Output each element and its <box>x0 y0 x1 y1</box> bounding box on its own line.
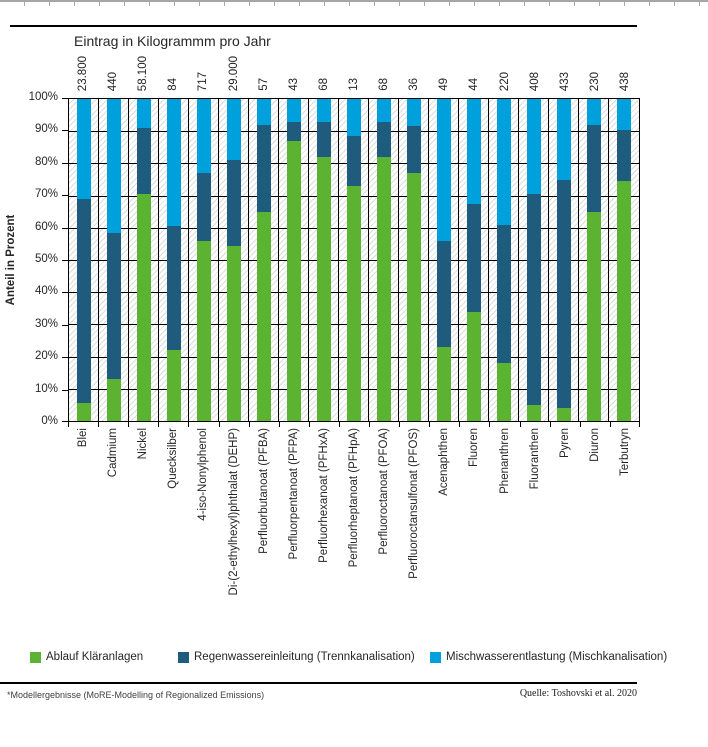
legend-swatch-regenwasser <box>178 652 189 663</box>
x-category-label <box>558 428 572 463</box>
stacked-bar-Fluoranthen <box>527 99 541 421</box>
bar-segment-Ablauf Kläranlagen <box>347 186 361 421</box>
bar-segment-Regenwassereinleitung (Trennkanalisation) <box>167 226 181 350</box>
x-category-label <box>347 428 361 572</box>
bar-segment-Regenwassereinleitung (Trennkanalisation) <box>137 128 151 194</box>
stacked-bar-Perfluorpentanoat (PFPA) <box>287 99 301 421</box>
bar-segment-Mischwasserentlastung (Mischkanalisation) <box>527 99 541 194</box>
bar-segment-Mischwasserentlastung (Mischkanalisation) <box>137 99 151 128</box>
bar-group <box>369 99 399 421</box>
x-tick-mark <box>279 422 280 427</box>
bar-group <box>579 99 609 421</box>
bar-segment-Mischwasserentlastung (Mischkanalisation) <box>587 99 601 125</box>
bar-segment-Regenwassereinleitung (Trennkanalisation) <box>257 125 271 212</box>
bar-segment-Mischwasserentlastung (Mischkanalisation) <box>497 99 511 225</box>
bar-group <box>309 99 339 421</box>
x-category-label <box>196 428 210 526</box>
stacked-bar-Acenaphthen <box>437 99 451 421</box>
bar-segment-Mischwasserentlastung (Mischkanalisation) <box>77 99 91 199</box>
x-tick-mark <box>550 422 551 427</box>
top-value-text: 44 <box>468 78 481 91</box>
bar-group <box>399 99 429 421</box>
top-value-text: 408 <box>528 71 541 91</box>
stacked-bar-Quecksilber <box>167 99 181 421</box>
top-value-label <box>257 78 271 96</box>
x-tick-mark <box>249 422 250 427</box>
x-category-text: Phenanthren <box>498 428 511 494</box>
bar-segment-Mischwasserentlastung (Mischkanalisation) <box>437 99 451 241</box>
top-value-text: 433 <box>558 71 571 91</box>
x-tick-mark <box>188 422 189 427</box>
bar-segment-Mischwasserentlastung (Mischkanalisation) <box>197 99 211 173</box>
stacked-bar-Fluoren <box>467 99 481 421</box>
y-tick-labels <box>0 91 58 427</box>
bar-group <box>129 99 159 421</box>
stacked-bar-Perfluoroctansulfonat (PFOS) <box>407 99 421 421</box>
bar-segment-Ablauf Kläranlagen <box>227 246 241 421</box>
bar-segment-Mischwasserentlastung (Mischkanalisation) <box>377 99 391 122</box>
top-value-text: 220 <box>498 71 511 91</box>
y-tick-label: 30% <box>34 317 58 330</box>
x-axis-ticks <box>68 422 640 427</box>
x-category-label <box>317 428 331 568</box>
x-category-text: 4-iso-Nonylphenol <box>197 428 210 521</box>
legend-label-mischwasser: Mischwasserentlastung (Mischkanalisation) <box>446 651 668 663</box>
x-category-text: Nickel <box>137 428 150 460</box>
x-tick-mark <box>309 422 310 427</box>
bar-segment-Ablauf Kläranlagen <box>437 347 451 421</box>
bar-segment-Ablauf Kläranlagen <box>257 212 271 421</box>
top-value-label <box>136 56 150 96</box>
top-value-label <box>76 56 90 96</box>
bar-group <box>339 99 369 421</box>
x-category-label <box>377 428 391 560</box>
y-tick-label: 80% <box>34 155 58 168</box>
bar-segment-Ablauf Kläranlagen <box>167 350 181 421</box>
stacked-bar-Perfluorhexanoat (PFHxA) <box>317 99 331 421</box>
x-category-text: Cadmium <box>107 428 120 478</box>
x-category-label <box>136 428 150 464</box>
legend-label-regenwasser: Regenwassereinleitung (Trennkanalisation) <box>194 651 415 663</box>
top-value-text: 43 <box>287 78 300 91</box>
top-value-label <box>377 78 391 96</box>
stacked-bar-Terbutryn <box>617 99 631 421</box>
x-tick-mark <box>489 422 490 427</box>
bar-segment-Ablauf Kläranlagen <box>467 312 481 421</box>
x-category-text: Perfluorheptanoat (PFHpA) <box>348 428 360 568</box>
top-value-label <box>347 78 361 96</box>
x-category-text: Fluoranthen <box>528 428 541 490</box>
bar-segment-Mischwasserentlastung (Mischkanalisation) <box>557 99 571 180</box>
chart-title: Eintrag in Kilogrammm pro Jahr <box>74 33 271 49</box>
bar-segment-Regenwassereinleitung (Trennkanalisation) <box>107 233 121 380</box>
bar-group <box>189 99 219 421</box>
bar-segment-Ablauf Kläranlagen <box>617 181 631 421</box>
bar-group <box>159 99 189 421</box>
y-tick-label: 0% <box>41 415 58 427</box>
x-tick-mark <box>98 422 99 427</box>
bar-segment-Mischwasserentlastung (Mischkanalisation) <box>467 99 481 204</box>
bar-segment-Mischwasserentlastung (Mischkanalisation) <box>347 99 361 136</box>
x-category-text: Quecksilber <box>167 428 180 489</box>
top-value-text: 57 <box>257 78 270 91</box>
bar-segment-Ablauf Kläranlagen <box>107 379 121 421</box>
top-value-label <box>407 78 421 96</box>
x-category-label <box>467 428 481 472</box>
x-tick-mark <box>429 422 430 427</box>
x-category-text: Pyren <box>558 428 571 459</box>
top-value-text: 717 <box>197 71 210 91</box>
bar-segment-Ablauf Kläranlagen <box>137 194 151 421</box>
top-value-label <box>287 78 301 96</box>
top-value-label <box>196 72 210 96</box>
legend-item-mischwasser <box>430 651 667 663</box>
footnote-source-model: *Modellergebnisse (MoRE-Modelling of Regionalized Emissions) <box>7 690 265 700</box>
bar-segment-Mischwasserentlastung (Mischkanalisation) <box>317 99 331 122</box>
y-tick-label: 100% <box>28 91 58 103</box>
legend-item-ablauf <box>30 651 143 663</box>
x-category-text: Perfluoroctansulfonat (PFOS) <box>408 428 421 579</box>
x-category-label <box>407 428 421 584</box>
top-value-text: 230 <box>588 71 601 91</box>
bar-group <box>279 99 309 421</box>
x-category-text: Acenaphthen <box>438 428 451 496</box>
x-category-label <box>106 428 120 482</box>
stacked-bar-Cadmium <box>107 99 121 421</box>
x-tick-mark <box>459 422 460 427</box>
top-value-label <box>618 72 632 96</box>
x-category-label <box>437 428 451 501</box>
top-value-text: 58.100 <box>137 55 150 91</box>
legend-label-ablauf: Ablauf Kläranlagen <box>46 651 144 663</box>
y-tick-label: 90% <box>34 123 58 136</box>
stacked-bar-Blei <box>77 99 91 421</box>
bar-segment-Regenwassereinleitung (Trennkanalisation) <box>197 173 211 241</box>
bar-segment-Regenwassereinleitung (Trennkanalisation) <box>527 194 541 405</box>
bar-group <box>609 99 639 421</box>
top-value-text: 13 <box>348 78 360 91</box>
stacked-bar-Perfluoroctanoat (PFOA) <box>377 99 391 421</box>
x-tick-mark <box>520 422 521 427</box>
stacked-bar-Perfluorbutanoat (PFBA) <box>257 99 271 421</box>
bar-segment-Ablauf Kläranlagen <box>407 173 421 421</box>
y-tick-label: 10% <box>34 382 58 395</box>
bar-segment-Ablauf Kläranlagen <box>527 405 541 421</box>
bar-segment-Mischwasserentlastung (Mischkanalisation) <box>257 99 271 125</box>
top-value-label <box>166 78 180 96</box>
footer-rule <box>0 682 637 684</box>
stacked-bar-Diuron <box>587 99 601 421</box>
bar-segment-Mischwasserentlastung (Mischkanalisation) <box>167 99 181 226</box>
bar-group <box>519 99 549 421</box>
x-tick-mark <box>369 422 370 427</box>
legend-swatch-mischwasser <box>430 652 441 663</box>
x-category-text: Perfluorpentanoat (PFPA) <box>287 428 300 560</box>
bar-segment-Ablauf Kläranlagen <box>557 408 571 421</box>
bar-group <box>549 99 579 421</box>
footnote-citation: Quelle: Toshovski et al. 2020 <box>519 688 637 699</box>
bar-segment-Ablauf Kläranlagen <box>377 157 391 421</box>
bar-segment-Mischwasserentlastung (Mischkanalisation) <box>287 99 301 122</box>
stacked-bar-Pyren <box>557 99 571 421</box>
bar-group <box>69 99 99 421</box>
bar-segment-Regenwassereinleitung (Trennkanalisation) <box>227 160 241 245</box>
y-tick-label: 70% <box>34 188 58 201</box>
top-value-text: 68 <box>317 78 330 91</box>
x-category-text: Fluoren <box>468 428 481 467</box>
top-value-text: 49 <box>438 78 451 91</box>
top-value-text: 36 <box>408 78 421 91</box>
y-tick-label: 20% <box>34 350 58 363</box>
y-tick-label: 60% <box>34 220 58 233</box>
x-category-labels <box>68 428 640 643</box>
top-value-text: 23.800 <box>77 55 90 91</box>
bar-segment-Ablauf Kläranlagen <box>587 212 601 421</box>
bar-segment-Regenwassereinleitung (Trennkanalisation) <box>407 126 421 173</box>
x-tick-mark <box>399 422 400 427</box>
bar-segment-Regenwassereinleitung (Trennkanalisation) <box>317 122 331 157</box>
stacked-bar-Di-(2-ethylhexyl)phthalat (DEHP) <box>227 99 241 421</box>
x-category-label <box>528 428 542 494</box>
x-tick-mark <box>580 422 581 427</box>
bar-group <box>219 99 249 421</box>
top-value-label <box>588 72 602 96</box>
x-category-text: Di-(2-ethylhexyl)phthalat (DEHP) <box>227 428 240 596</box>
bar-segment-Ablauf Kläranlagen <box>77 403 91 421</box>
plot-area <box>68 98 640 422</box>
table-edge-ruler <box>0 0 708 7</box>
bar-segment-Regenwassereinleitung (Trennkanalisation) <box>497 225 511 363</box>
x-category-text: Perfluorhexanoat (PFHxA) <box>317 428 330 563</box>
bar-segment-Mischwasserentlastung (Mischkanalisation) <box>407 99 421 126</box>
x-category-label <box>498 428 512 499</box>
legend-item-regenwasser <box>178 651 415 663</box>
stacked-bar-Phenanthren <box>497 99 511 421</box>
top-value-label <box>437 78 451 96</box>
x-tick-mark <box>68 422 69 427</box>
x-tick-mark <box>339 422 340 427</box>
bar-segment-Ablauf Kläranlagen <box>287 141 301 421</box>
bar-group <box>249 99 279 421</box>
top-value-text: 438 <box>618 71 631 91</box>
x-tick-mark <box>128 422 129 427</box>
y-tick-label: 40% <box>34 285 58 298</box>
bar-segment-Ablauf Kläranlagen <box>197 241 211 421</box>
bar-group <box>429 99 459 421</box>
bar-segment-Regenwassereinleitung (Trennkanalisation) <box>557 180 571 409</box>
x-category-text: Diuron <box>588 428 601 462</box>
bar-segment-Ablauf Kläranlagen <box>317 157 331 421</box>
x-category-text: Blei <box>77 428 90 448</box>
stacked-bar-4-iso-Nonylphenol <box>197 99 211 421</box>
x-category-text: Perfluorbutanoat (PFBA) <box>257 428 270 554</box>
top-value-text: 440 <box>107 71 120 91</box>
top-value-label <box>498 72 512 96</box>
bar-segment-Regenwassereinleitung (Trennkanalisation) <box>77 199 91 403</box>
x-category-label <box>287 428 301 564</box>
x-category-text: Perfluoroctanoat (PFOA) <box>378 428 391 555</box>
bar-group <box>459 99 489 421</box>
bar-segment-Mischwasserentlastung (Mischkanalisation) <box>227 99 241 160</box>
header-rule <box>10 25 637 27</box>
bar-group <box>99 99 129 421</box>
x-tick-mark <box>639 422 640 427</box>
bar-segment-Regenwassereinleitung (Trennkanalisation) <box>467 204 481 312</box>
x-category-label <box>588 428 602 467</box>
top-value-text: 29.000 <box>227 55 240 91</box>
top-value-labels <box>68 46 640 96</box>
bar-segment-Mischwasserentlastung (Mischkanalisation) <box>617 99 631 130</box>
top-value-label <box>227 56 241 96</box>
bar-segment-Regenwassereinleitung (Trennkanalisation) <box>347 136 361 186</box>
x-tick-mark <box>158 422 159 427</box>
top-value-label <box>528 72 542 96</box>
bar-segment-Mischwasserentlastung (Mischkanalisation) <box>107 99 121 233</box>
y-axis-title: Anteil in Prozent <box>5 214 17 306</box>
x-category-label <box>618 428 632 481</box>
stacked-bar-Perfluorheptanoat (PFHpA) <box>347 99 361 421</box>
bar-segment-Regenwassereinleitung (Trennkanalisation) <box>437 241 451 347</box>
y-tick-label: 50% <box>34 253 58 265</box>
x-category-label <box>76 428 90 452</box>
stacked-bar-Nickel <box>137 99 151 421</box>
x-tick-mark <box>610 422 611 427</box>
top-value-label <box>467 78 481 96</box>
top-value-label <box>317 78 331 96</box>
x-category-label <box>227 428 241 600</box>
legend-swatch-ablauf <box>30 652 41 663</box>
bar-segment-Regenwassereinleitung (Trennkanalisation) <box>587 125 601 212</box>
bar-segment-Regenwassereinleitung (Trennkanalisation) <box>287 122 301 141</box>
top-value-text: 68 <box>378 78 391 91</box>
top-value-label <box>558 72 572 96</box>
x-category-text: Terbutryn <box>618 428 631 476</box>
bar-segment-Regenwassereinleitung (Trennkanalisation) <box>617 130 631 182</box>
bar-segment-Regenwassereinleitung (Trennkanalisation) <box>377 122 391 157</box>
x-category-label <box>166 428 180 494</box>
x-tick-mark <box>219 422 220 427</box>
bar-group <box>489 99 519 421</box>
top-value-text: 84 <box>167 78 180 91</box>
top-value-label <box>106 72 120 96</box>
bar-segment-Ablauf Kläranlagen <box>497 363 511 421</box>
x-category-label <box>257 428 271 559</box>
